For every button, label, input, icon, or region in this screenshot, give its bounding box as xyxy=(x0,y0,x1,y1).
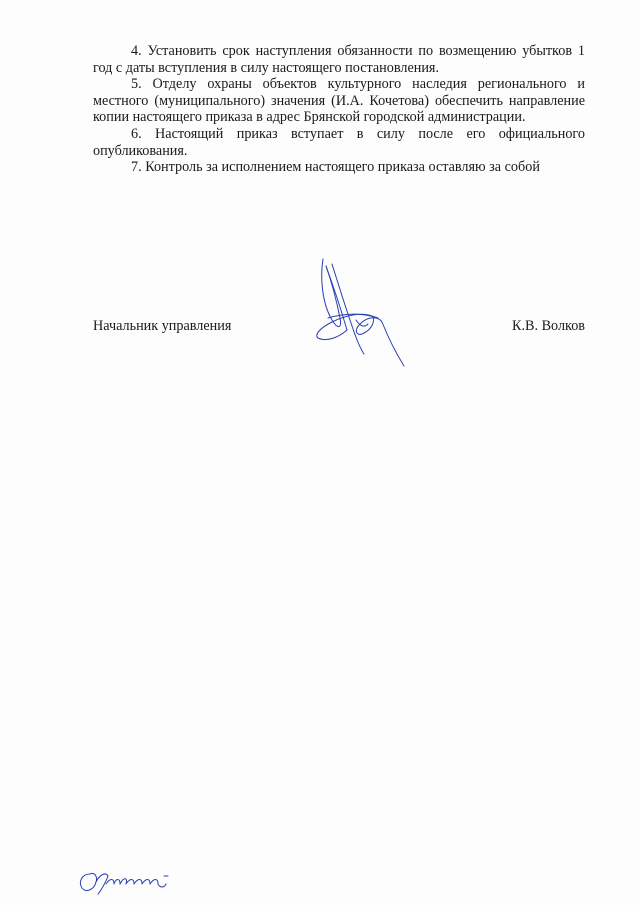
signatory-name: К.В. Волков xyxy=(512,318,585,334)
handwritten-note xyxy=(76,866,176,896)
signatory-title: Начальник управления xyxy=(93,318,232,334)
document-body xyxy=(93,43,585,176)
handwritten-signature xyxy=(312,258,412,373)
paragraph-5: 5. Отделу охраны объектов культурного наследия регионального и местного (муниципального) значения (И.А. Кочетова) обеспечить направление копии настоящего приказа в адрес Брянской городской администрации. xyxy=(93,76,585,126)
paragraph-6: 6. Настоящий приказ вступает в силу после его официального опубликования. xyxy=(93,125,585,159)
paragraph-7: 7. Контроль за исполнением настоящего приказа оставляю за собой xyxy=(131,159,540,176)
paragraph-4: 4. Установить срок наступления обязанности по возмещению убытков 1 год с даты вступления в силу настоящего постановления. xyxy=(93,43,585,76)
